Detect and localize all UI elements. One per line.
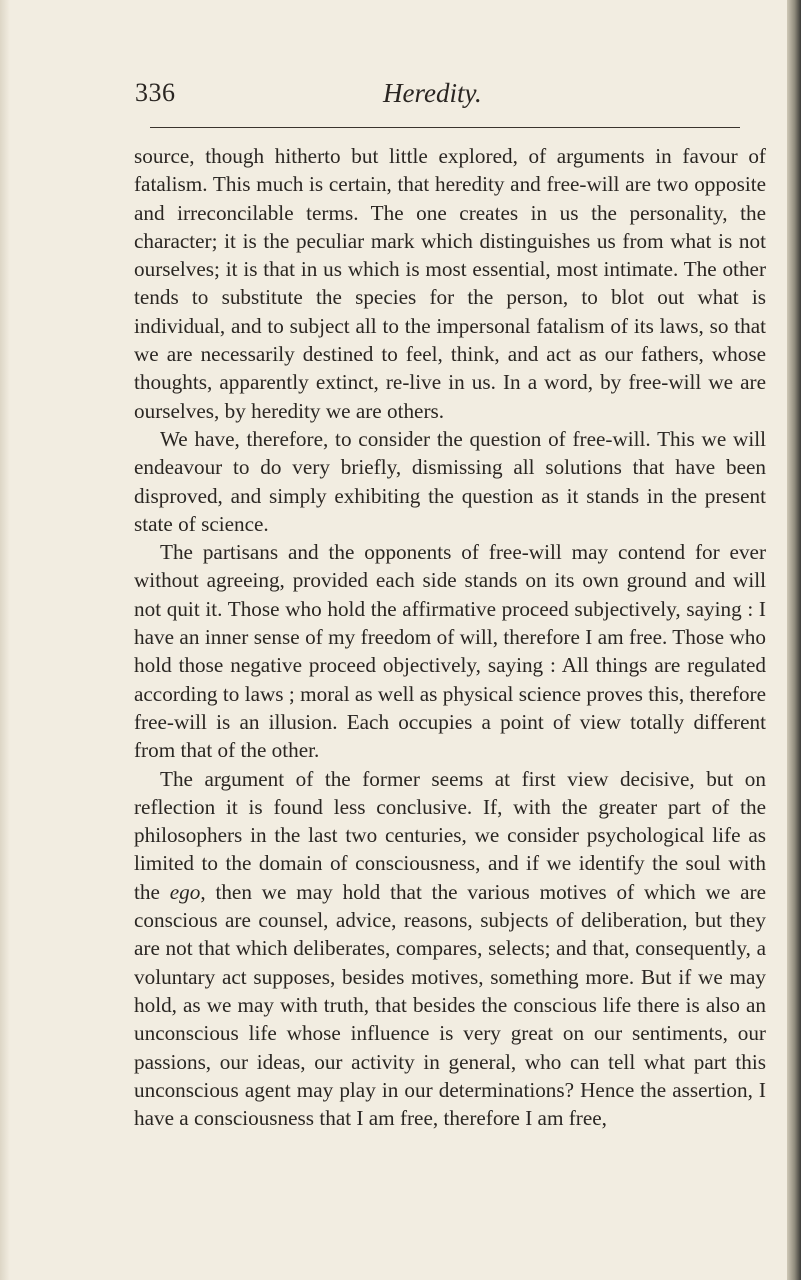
body-text [134, 142, 766, 1132]
page-number: 336 [135, 78, 176, 107]
page-edge [787, 0, 801, 1280]
paragraph-1: source, though hitherto but little explored, of arguments in favour of fatalism. This much is certain, that heredity and free-will are two opposite and irreconcilable terms. The one creates in us the personality, the character; it is the peculiar mark which distinguishes us from what is not ourselves; it is that in us which is most essential, most intimate. The other tends to substitute the species for the person, to blot out what is individual, and to subject all to the impersonal fatalism of its laws, so that we are necessarily destined to feel, think, and act as our fathers, whose thoughts, apparently extinct, re-live in us. In a word, by free-will we are ourselves, by heredity we are others. [134, 144, 766, 423]
paragraph-4-italic-term: ego [169, 879, 201, 904]
page-header [135, 78, 765, 118]
paragraph-3: The partisans and the opponents of free-will may contend for ever without agreeing, provided each side stands on its own ground and will not quit it. Those who hold the affirmative proceed subjectively, saying : I have an inner sense of my freedom of will, therefore I am free. Those who hold those negative proceed objectively, saying : All things are regulated according to laws ; moral as well as physical science proves this, therefore free-will is an illusion. Each occupies a point of view totally different from that of the other. [134, 540, 766, 763]
paragraph-4-part-2: , then we may hold that the various motives of which we are conscious are counsel, advice, reasons, subjects of deliberation, but they are not that which deliberates, compares, selects; and that, consequently, a voluntary act supposes, besides motives, something more. But if we may hold, as we may with truth, that besides the conscious life there is also an unconscious life whose influence is very great on our sentiments, our passions, our ideas, our activity in general, who can tell what part this unconscious agent may play in our determinations? Hence the assertion, I have a consciousness that I am free, therefore I am free, [134, 879, 766, 1131]
running-title: Heredity. [383, 78, 482, 108]
page-gutter-shadow [0, 0, 10, 1280]
paragraph-2: We have, therefore, to consider the question of free-will. This we will endeavour to do very briefly, dismissing all solutions that have been disproved, and simply exhibiting the question as it stands in the present state of science. [134, 426, 766, 536]
header-rule [150, 127, 740, 128]
paragraph-4-part-1: The argument of the former seems at first view decisive, but on reflection it is found less conclusive. If, with the greater part of the philosophers in the last two centuries, we consider psychological life as limited to the domain of consciousness, and if we identify the soul with the [134, 766, 766, 904]
paragraph-4 [134, 765, 766, 1133]
